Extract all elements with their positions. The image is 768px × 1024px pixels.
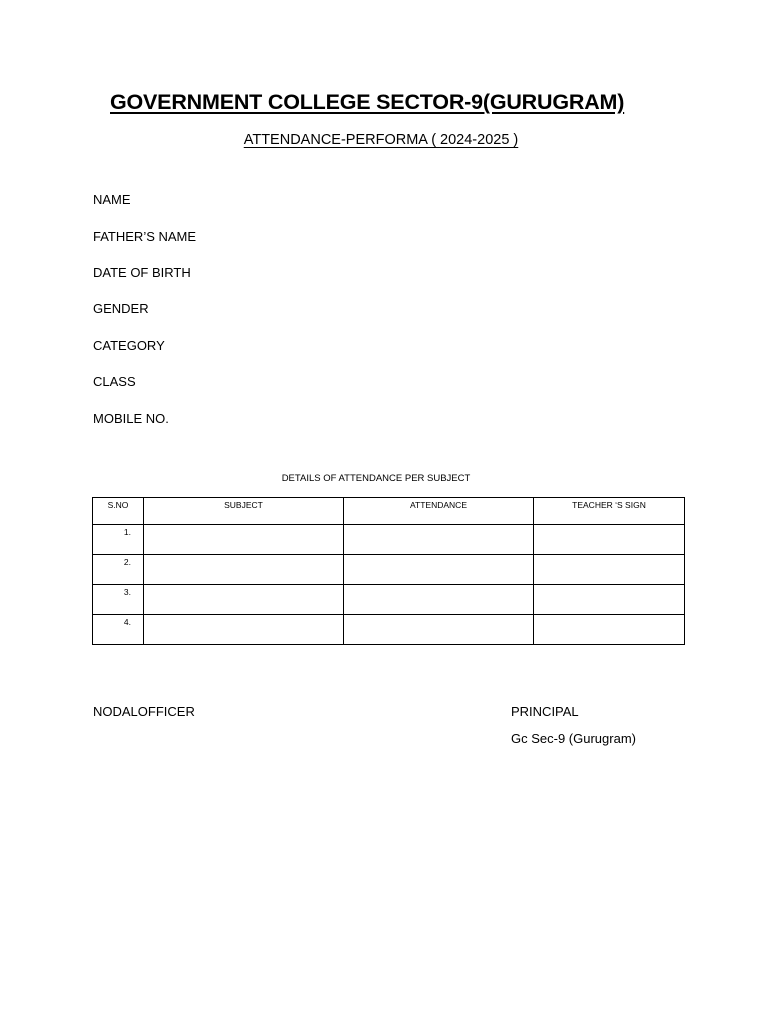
header-subject: SUBJECT: [144, 498, 344, 525]
header-sno: S.NO: [93, 498, 144, 525]
teacher-sign-cell[interactable]: [534, 615, 685, 645]
attendance-table: [92, 497, 685, 645]
field-label-fathers-name: FATHER’S NAME: [93, 229, 197, 244]
field-label-class: CLASS: [93, 374, 136, 389]
teacher-sign-cell[interactable]: [534, 585, 685, 615]
subject-cell[interactable]: [144, 615, 344, 645]
attendance-cell[interactable]: [344, 555, 534, 585]
table-row: [93, 615, 685, 645]
principal-office-label: Gc Sec-9 (Gurugram): [511, 731, 636, 746]
field-label-gender: GENDER: [93, 301, 149, 316]
principal-label: PRINCIPAL: [511, 704, 579, 719]
subject-cell[interactable]: [144, 525, 344, 555]
header-attendance: ATTENDANCE: [344, 498, 534, 525]
field-label-category: CATEGORY: [93, 338, 165, 353]
table-row: [93, 525, 685, 555]
row-sno: 1.: [93, 525, 144, 555]
header-teacher-sign: TEACHER ‘S SIGN: [534, 498, 685, 525]
form-title: ATTENDANCE-PERFORMA ( 2024-2025 ): [243, 132, 519, 148]
subject-cell[interactable]: [144, 555, 344, 585]
attendance-cell[interactable]: [344, 585, 534, 615]
row-sno: 4.: [93, 615, 144, 645]
subject-cell[interactable]: [144, 585, 344, 615]
attendance-cell[interactable]: [344, 525, 534, 555]
field-label-date-of-birth: DATE OF BIRTH: [93, 265, 191, 280]
field-label-mobile-no: MOBILE NO.: [93, 411, 169, 426]
field-label-name: NAME: [93, 192, 131, 207]
table-row: [93, 585, 685, 615]
table-row: [93, 555, 685, 585]
nodal-officer-label: NODALOFFICER: [93, 704, 195, 719]
college-title: GOVERNMENT COLLEGE SECTOR-9(GURUGRAM): [110, 90, 625, 114]
table-header-row: [93, 498, 685, 525]
teacher-sign-cell[interactable]: [534, 555, 685, 585]
row-sno: 2.: [93, 555, 144, 585]
row-sno: 3.: [93, 585, 144, 615]
attendance-table-caption: DETAILS OF ATTENDANCE PER SUBJECT: [281, 473, 471, 484]
attendance-cell[interactable]: [344, 615, 534, 645]
teacher-sign-cell[interactable]: [534, 525, 685, 555]
